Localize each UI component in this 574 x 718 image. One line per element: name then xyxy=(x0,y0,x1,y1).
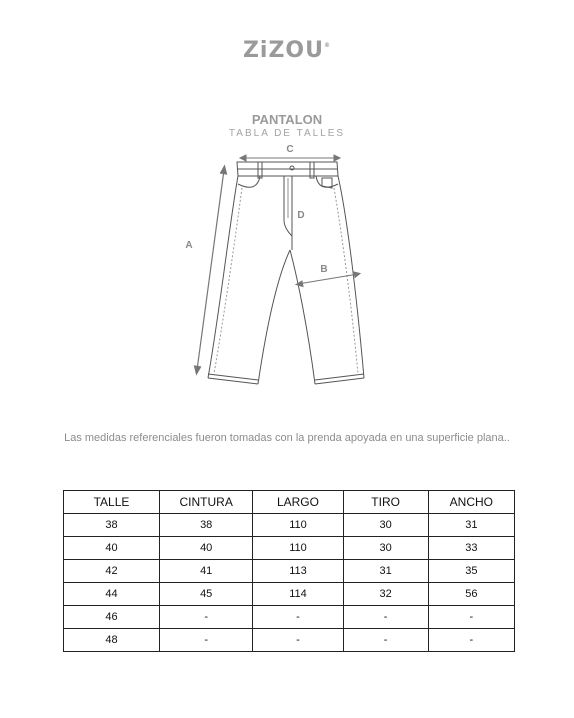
cell-largo: - xyxy=(253,606,343,629)
cell-ancho: 31 xyxy=(428,514,514,537)
table-row xyxy=(64,606,515,629)
cell-talle: 46 xyxy=(64,606,160,629)
table-row xyxy=(64,537,515,560)
header-ancho: ANCHO xyxy=(428,491,514,514)
label-c: C xyxy=(286,144,294,155)
cell-tiro: 31 xyxy=(343,560,428,583)
cell-largo: 110 xyxy=(253,537,343,560)
trademark-mark: ® xyxy=(324,42,331,49)
header-tiro: TIRO xyxy=(343,491,428,514)
cell-largo: 110 xyxy=(253,514,343,537)
measure-a-arrow xyxy=(195,166,227,374)
cell-cintura: 45 xyxy=(160,583,253,606)
cell-talle: 42 xyxy=(64,560,160,583)
measure-c-arrow xyxy=(240,155,340,161)
cell-largo: 113 xyxy=(253,560,343,583)
cell-talle: 44 xyxy=(64,583,160,606)
cell-talle: 48 xyxy=(64,629,160,652)
cell-ancho: 33 xyxy=(428,537,514,560)
cell-tiro: - xyxy=(343,606,428,629)
header-talle: TALLE xyxy=(64,491,160,514)
label-a: A xyxy=(185,240,193,251)
page-subtitle: TABLA DE TALLES xyxy=(228,128,346,139)
cell-largo: 114 xyxy=(253,583,343,606)
brand-logo xyxy=(0,38,574,63)
pants-outline xyxy=(208,162,364,384)
cell-cintura: 40 xyxy=(160,537,253,560)
table-row xyxy=(64,629,515,652)
size-chart-table xyxy=(63,490,515,652)
cell-ancho: - xyxy=(428,629,514,652)
cell-largo: - xyxy=(253,629,343,652)
cell-cintura: - xyxy=(160,629,253,652)
page-title: PANTALON xyxy=(251,112,323,127)
cell-ancho: - xyxy=(428,606,514,629)
cell-cintura: 38 xyxy=(160,514,253,537)
cell-tiro: 32 xyxy=(343,583,428,606)
cell-talle: 40 xyxy=(64,537,160,560)
measurement-note: Las medidas referenciales fueron tomadas con la prenda apoyada en una superficie plana.. xyxy=(64,432,510,444)
cell-talle: 38 xyxy=(64,514,160,537)
pants-measurement-diagram xyxy=(180,140,380,390)
label-d: D xyxy=(297,210,305,221)
header-cintura: CINTURA xyxy=(160,491,253,514)
brand-logo-text: ZiZOU xyxy=(242,38,324,63)
cell-ancho: 56 xyxy=(428,583,514,606)
header-largo: LARGO xyxy=(253,491,343,514)
table-row xyxy=(64,583,515,606)
cell-cintura: - xyxy=(160,606,253,629)
cell-cintura: 41 xyxy=(160,560,253,583)
cell-tiro: - xyxy=(343,629,428,652)
measure-b-arrow xyxy=(296,272,360,287)
cell-tiro: 30 xyxy=(343,514,428,537)
table-row xyxy=(64,514,515,537)
table-row xyxy=(64,560,515,583)
table-header-row xyxy=(64,491,515,514)
label-b: B xyxy=(320,264,328,275)
cell-ancho: 35 xyxy=(428,560,514,583)
cell-tiro: 30 xyxy=(343,537,428,560)
